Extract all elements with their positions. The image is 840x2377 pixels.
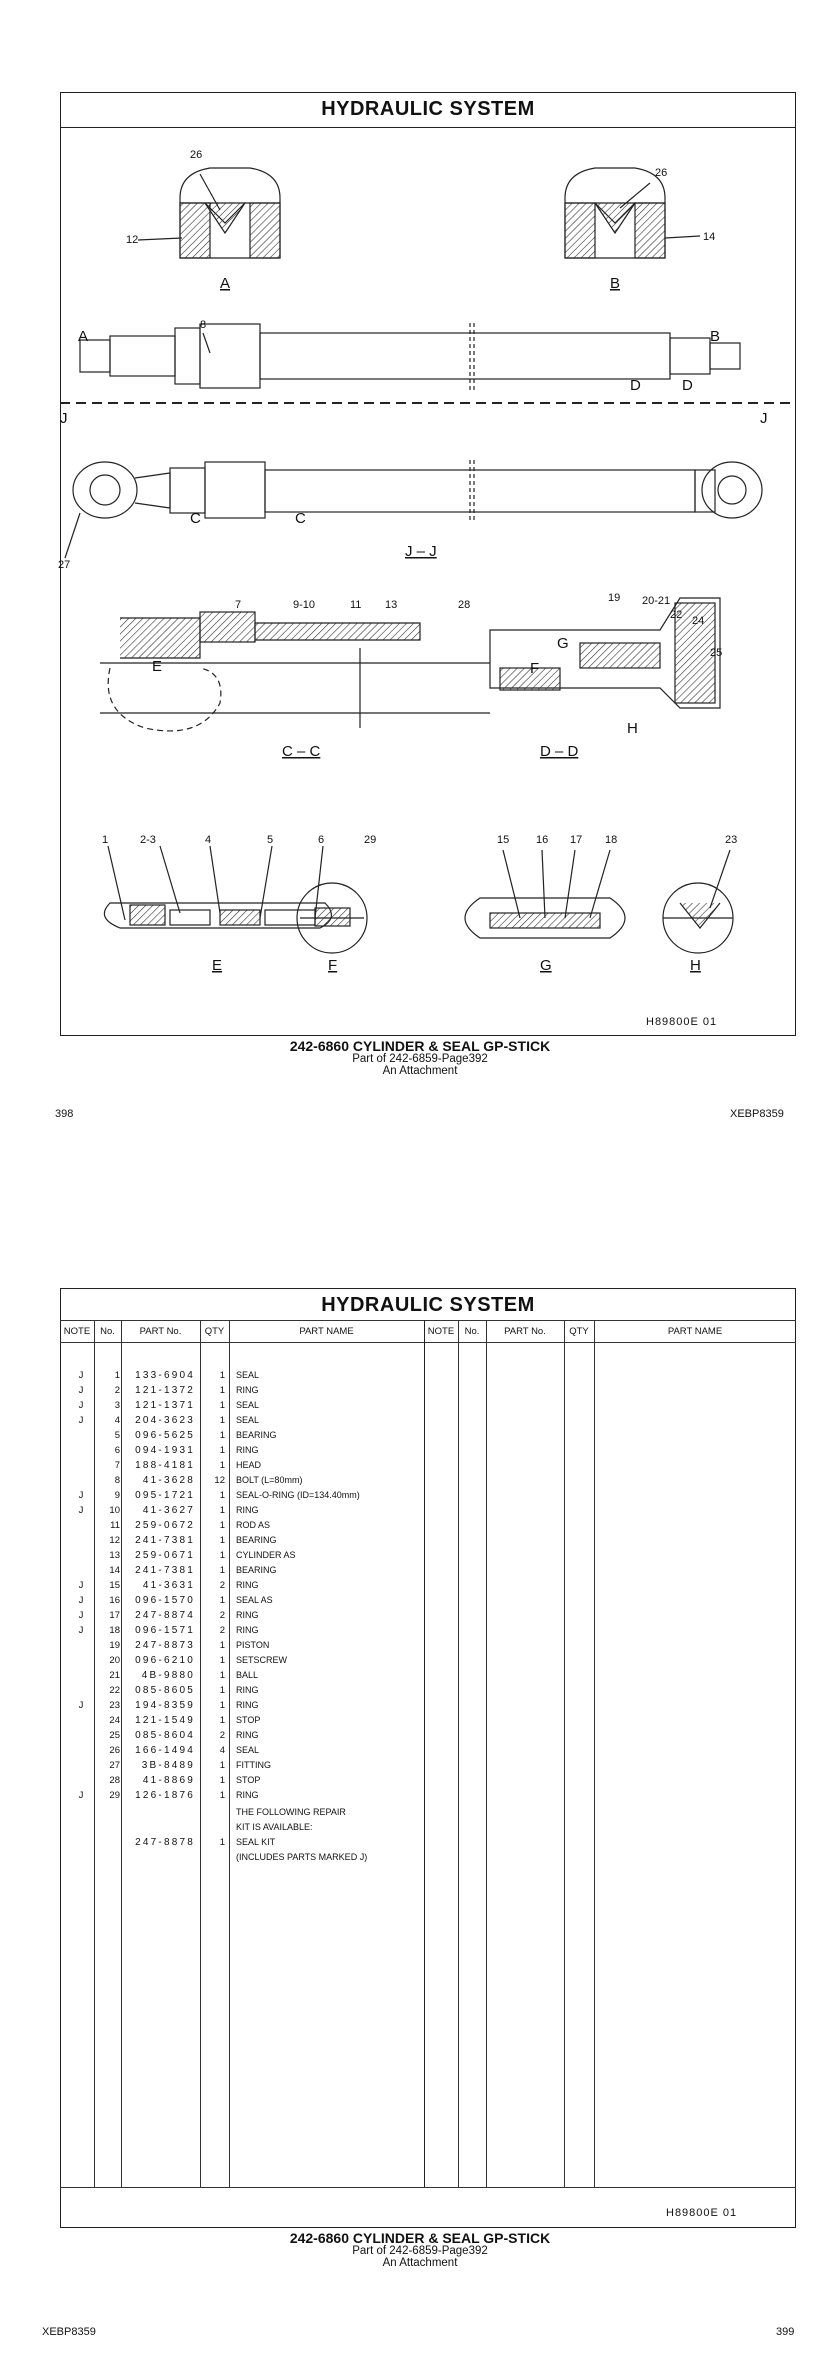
cell-pn: 121-1549 <box>135 1715 195 1726</box>
cell-no: 24 <box>109 1715 120 1726</box>
cell-name: RING <box>236 1445 259 1455</box>
page2-caption-line2: Part of 242-6859-Page392 <box>352 2245 488 2257</box>
detail-g <box>465 850 625 938</box>
section-letter-f: F <box>530 660 540 677</box>
table-row <box>0 1593 840 1608</box>
table-row <box>0 1758 840 1773</box>
cell-no: 29 <box>109 1790 120 1801</box>
cell-qty: 1 <box>219 1595 225 1606</box>
table-row <box>0 1533 840 1548</box>
cell-pn: 121-1372 <box>135 1385 195 1396</box>
cell-pn: 096-5625 <box>135 1430 195 1441</box>
callout-18: 18 <box>605 834 618 846</box>
table-row <box>0 1473 840 1488</box>
section-letter-c2: C <box>295 510 306 527</box>
cell-qty: 1 <box>219 1760 225 1771</box>
page2-header-divider <box>60 1342 796 1343</box>
cell-qty: 1 <box>219 1385 225 1396</box>
cell-no: 10 <box>109 1505 120 1516</box>
callout-9-10: 9-10 <box>293 599 316 611</box>
cell-pn: 3B-8489 <box>141 1760 195 1771</box>
view-label-jj: J – J <box>405 543 437 560</box>
header-note-right: NOTE <box>427 1326 455 1337</box>
table-row <box>0 1773 840 1788</box>
callout-27: 27 <box>58 559 71 571</box>
cell-no: 1 <box>114 1370 120 1381</box>
callout-26a: 26 <box>190 149 203 161</box>
page1-figure-id: H89800E 01 <box>646 1016 718 1028</box>
callout-11: 11 <box>350 599 362 611</box>
section-letter-d1: D <box>630 377 641 394</box>
kit-row: 247-8878 1 SEAL KIT <box>135 1837 276 1848</box>
section-letter-d2: D <box>682 377 693 394</box>
cell-note: J <box>78 1610 84 1621</box>
cell-qty: 1 <box>219 1430 225 1441</box>
page1-number-left: 398 <box>55 1108 74 1120</box>
cell-name: SEAL <box>236 1745 260 1755</box>
cell-qty: 1 <box>219 1460 225 1471</box>
section-letter-g: G <box>557 635 569 652</box>
table-row <box>0 1443 840 1458</box>
cell-pn: 241-7381 <box>135 1565 195 1576</box>
cell-note: J <box>78 1790 84 1801</box>
table-row <box>0 1698 840 1713</box>
cell-name: BEARING <box>236 1430 277 1440</box>
cell-no: 4 <box>114 1415 120 1426</box>
cell-qty: 1 <box>219 1535 225 1546</box>
cell-qty: 1 <box>219 1685 225 1696</box>
callout-8: 8 <box>200 319 207 331</box>
cell-qty: 1 <box>219 1670 225 1681</box>
cell-name: ROD AS <box>236 1520 271 1530</box>
header-qty-right: QTY <box>569 1326 589 1337</box>
cell-pn: 204-3623 <box>135 1415 195 1426</box>
callout-5: 5 <box>267 834 274 846</box>
cell-qty: 1 <box>219 1505 225 1516</box>
callout-16: 16 <box>536 834 549 846</box>
cell-name: FITTING <box>236 1760 271 1770</box>
view-label-f: F <box>328 957 338 974</box>
cell-qty: 1 <box>219 1655 225 1666</box>
cell-qty: 1 <box>219 1370 225 1381</box>
callout-26b: 26 <box>655 167 668 179</box>
cell-name: RING <box>236 1685 259 1695</box>
cell-name: SEAL <box>236 1400 260 1410</box>
cell-qty: 1 <box>219 1400 225 1411</box>
cell-no: 13 <box>109 1550 120 1561</box>
cell-no: 26 <box>109 1745 120 1756</box>
table-row <box>0 1368 840 1383</box>
section-letter-b: B <box>710 328 721 345</box>
section-letter-a: A <box>78 328 89 345</box>
page2-number-right: 399 <box>776 2326 795 2338</box>
table-row <box>0 1488 840 1503</box>
cell-name: BEARING <box>236 1535 277 1545</box>
cell-name: RING <box>236 1730 259 1740</box>
header-part-no: PART No. <box>139 1326 182 1337</box>
header-qty: QTY <box>204 1326 225 1337</box>
page1-caption-line2: Part of 242-6859-Page392 <box>352 1053 488 1065</box>
page1-caption-title: 242-6860 CYLINDER & SEAL GP-STICK <box>289 1038 551 1054</box>
cell-pn: 259-0671 <box>135 1550 195 1561</box>
cell-qty: 1 <box>219 1445 225 1456</box>
cell-name: SEAL AS <box>236 1595 273 1605</box>
cell-no: 18 <box>109 1625 120 1636</box>
callout-19: 19 <box>608 592 621 604</box>
cell-name: RING <box>236 1790 259 1800</box>
cell-name: HEAD <box>236 1460 262 1470</box>
page2-number-left: XEBP8359 <box>42 2326 96 2338</box>
cell-name: RING <box>236 1385 259 1395</box>
view-label-cc: C – C <box>282 743 321 760</box>
section-letter-j2: J <box>760 410 768 427</box>
cell-pn: 247-8873 <box>135 1640 195 1651</box>
cell-qty: 4 <box>219 1745 225 1756</box>
table-row <box>0 1413 840 1428</box>
cell-no: 25 <box>109 1730 120 1741</box>
table-row <box>0 1623 840 1638</box>
cell-name: SEAL-O-RING (ID=134.40mm) <box>236 1490 360 1500</box>
table-row <box>0 1683 840 1698</box>
cell-qty: 12 <box>214 1475 225 1486</box>
cell-name: BOLT (L=80mm) <box>236 1475 303 1485</box>
callout-25: 25 <box>710 647 723 659</box>
table-row <box>0 1518 840 1533</box>
cell-no: 19 <box>109 1640 120 1651</box>
cell-no: 8 <box>114 1475 120 1486</box>
table-row <box>0 1743 840 1758</box>
cell-pn: 247-8874 <box>135 1610 195 1621</box>
cell-note: J <box>78 1385 84 1396</box>
table-row <box>0 1383 840 1398</box>
cell-name: RING <box>236 1700 259 1710</box>
cell-name: RING <box>236 1580 259 1590</box>
cell-no: 22 <box>109 1685 120 1696</box>
cell-qty: 2 <box>219 1625 225 1636</box>
cell-note: J <box>78 1700 84 1711</box>
callout-13: 13 <box>385 599 398 611</box>
cell-pn: 094-1931 <box>135 1445 195 1456</box>
cell-pn: 259-0672 <box>135 1520 195 1531</box>
page2-caption-line3: An Attachment <box>382 2257 458 2269</box>
cell-no: 3 <box>114 1400 120 1411</box>
callout-2-3: 2-3 <box>140 834 156 846</box>
cell-pn: 241-7381 <box>135 1535 195 1546</box>
callout-29: 29 <box>364 834 377 846</box>
table-row <box>0 1458 840 1473</box>
cell-note: J <box>78 1505 84 1516</box>
cell-pn: 085-8605 <box>135 1685 195 1696</box>
cell-no: 9 <box>114 1490 120 1501</box>
header-no-right: No. <box>464 1326 480 1337</box>
repair-line2: KIT IS AVAILABLE: <box>236 1822 313 1832</box>
cell-qty: 1 <box>219 1790 225 1801</box>
cell-qty: 1 <box>219 1565 225 1576</box>
cell-pn: 096-1570 <box>135 1595 195 1606</box>
cylinder-exploded-diagram <box>60 128 796 1033</box>
cell-note: J <box>78 1400 84 1411</box>
cell-pn: 096-6210 <box>135 1655 195 1666</box>
detail-b <box>565 168 700 258</box>
callout-15: 15 <box>497 834 510 846</box>
cell-qty: 1 <box>219 1415 225 1426</box>
cell-no: 21 <box>109 1670 120 1681</box>
header-part-no-right: PART No. <box>504 1326 546 1337</box>
view-label-h: H <box>690 957 701 974</box>
callout-20-21: 20-21 <box>642 595 671 607</box>
cell-note: J <box>78 1580 84 1591</box>
section-letter-e: E <box>152 658 163 675</box>
table-row <box>0 1578 840 1593</box>
view-label-b: B <box>610 275 621 292</box>
table-row <box>0 1653 840 1668</box>
cell-no: 14 <box>109 1565 120 1576</box>
table-row <box>0 1563 840 1578</box>
cell-pn: 166-1494 <box>135 1745 195 1756</box>
cell-pn: 41-3628 <box>142 1475 195 1486</box>
cell-name: SEAL <box>236 1415 260 1425</box>
callout-23: 23 <box>725 834 738 846</box>
kit-note: (INCLUDES PARTS MARKED J) <box>236 1852 368 1862</box>
cell-no: 5 <box>114 1430 120 1441</box>
cell-pn: 126-1876 <box>135 1790 195 1801</box>
cell-qty: 1 <box>219 1490 225 1501</box>
cell-qty: 1 <box>219 1640 225 1651</box>
table-row <box>0 1788 840 1803</box>
callout-24: 24 <box>692 615 705 627</box>
callout-4: 4 <box>205 834 212 846</box>
cell-name: BALL <box>236 1670 259 1680</box>
table-row <box>0 1638 840 1653</box>
cell-name: RING <box>236 1610 259 1620</box>
cell-no: 2 <box>114 1385 120 1396</box>
section-letter-c1: C <box>190 510 201 527</box>
page2-caption-title: 242-6860 CYLINDER & SEAL GP-STICK <box>289 2230 551 2246</box>
cell-note: J <box>78 1595 84 1606</box>
cell-name: STOP <box>236 1715 261 1725</box>
cell-no: 23 <box>109 1700 120 1711</box>
table-row <box>0 1713 840 1728</box>
cell-pn: 41-3631 <box>142 1580 195 1591</box>
table-row <box>0 1398 840 1413</box>
view-label-g: G <box>540 957 552 974</box>
cell-pn: 41-8869 <box>142 1775 195 1786</box>
callout-1: 1 <box>102 834 109 846</box>
cell-pn: 095-1721 <box>135 1490 195 1501</box>
detail-a <box>138 168 280 258</box>
view-label-a: A <box>220 275 231 292</box>
table-row <box>0 1428 840 1443</box>
cell-pn: 121-1371 <box>135 1400 195 1411</box>
header-part-name: PART NAME <box>299 1326 354 1337</box>
cell-note: J <box>78 1370 84 1381</box>
cell-no: 20 <box>109 1655 120 1666</box>
callout-22: 22 <box>670 609 683 621</box>
cell-pn: 194-8359 <box>135 1700 195 1711</box>
cell-no: 28 <box>109 1775 120 1786</box>
cell-pn: 085-8604 <box>135 1730 195 1741</box>
page1-number-right: XEBP8359 <box>730 1108 784 1120</box>
header-no: No. <box>100 1326 115 1337</box>
cell-pn: 41-3627 <box>142 1505 195 1516</box>
page2-footer-divider <box>60 2187 796 2188</box>
callout-14: 14 <box>703 231 716 243</box>
cell-no: 11 <box>110 1520 120 1531</box>
cell-qty: 1 <box>219 1700 225 1711</box>
cell-qty: 1 <box>219 1715 225 1726</box>
cell-no: 7 <box>114 1460 120 1471</box>
cell-no: 12 <box>109 1535 120 1546</box>
cell-name: CYLINDER AS <box>236 1550 296 1560</box>
repair-line1: THE FOLLOWING REPAIR <box>236 1807 346 1817</box>
cell-qty: 2 <box>219 1610 225 1621</box>
cell-name: PISTON <box>236 1640 270 1650</box>
view-label-dd: D – D <box>540 743 579 760</box>
callout-12: 12 <box>126 234 139 246</box>
cell-qty: 2 <box>219 1580 225 1591</box>
cell-pn: 4B-9880 <box>141 1670 195 1681</box>
header-note: NOTE <box>63 1326 91 1337</box>
table-row <box>0 1668 840 1683</box>
cell-qty: 1 <box>219 1520 225 1531</box>
cell-no: 15 <box>109 1580 120 1591</box>
cell-name: RING <box>236 1625 259 1635</box>
detail-f <box>297 883 367 953</box>
callout-17: 17 <box>570 834 583 846</box>
cell-no: 16 <box>109 1595 120 1606</box>
table-row <box>0 1503 840 1518</box>
cell-qty: 1 <box>219 1775 225 1786</box>
page1-title: HYDRAULIC SYSTEM <box>321 98 535 120</box>
callout-6: 6 <box>318 834 325 846</box>
cell-note: J <box>78 1415 84 1426</box>
cell-note: J <box>78 1625 84 1636</box>
cell-pn: 188-4181 <box>135 1460 195 1471</box>
section-cc <box>100 612 420 731</box>
detail-h <box>663 850 733 953</box>
cell-note: J <box>78 1490 84 1501</box>
cell-no: 27 <box>109 1760 120 1771</box>
view-label-e: E <box>212 957 223 974</box>
cell-no: 17 <box>109 1610 120 1621</box>
cell-no: 6 <box>114 1445 120 1456</box>
page2-figure-id: H89800E 01 <box>666 2207 738 2219</box>
cell-name: SEAL <box>236 1370 260 1380</box>
header-part-name-right: PART NAME <box>667 1326 723 1337</box>
table-row <box>0 1548 840 1563</box>
page2-title: HYDRAULIC SYSTEM <box>321 1294 535 1316</box>
page1-caption-line3: An Attachment <box>382 1065 458 1077</box>
cell-pn: 133-6904 <box>135 1370 195 1381</box>
cell-name: SETSCREW <box>236 1655 288 1665</box>
callout-7: 7 <box>235 599 242 611</box>
cell-pn: 096-1571 <box>135 1625 195 1636</box>
table-row <box>0 1728 840 1743</box>
page2-title-divider <box>60 1320 796 1321</box>
table-row <box>0 1608 840 1623</box>
cell-name: BEARING <box>236 1565 277 1575</box>
callout-28: 28 <box>458 599 471 611</box>
section-letter-j1: J <box>60 410 68 427</box>
section-letter-h: H <box>627 720 638 737</box>
cell-name: STOP <box>236 1775 261 1785</box>
cell-qty: 2 <box>219 1730 225 1741</box>
cell-qty: 1 <box>219 1550 225 1561</box>
cell-name: RING <box>236 1505 259 1515</box>
